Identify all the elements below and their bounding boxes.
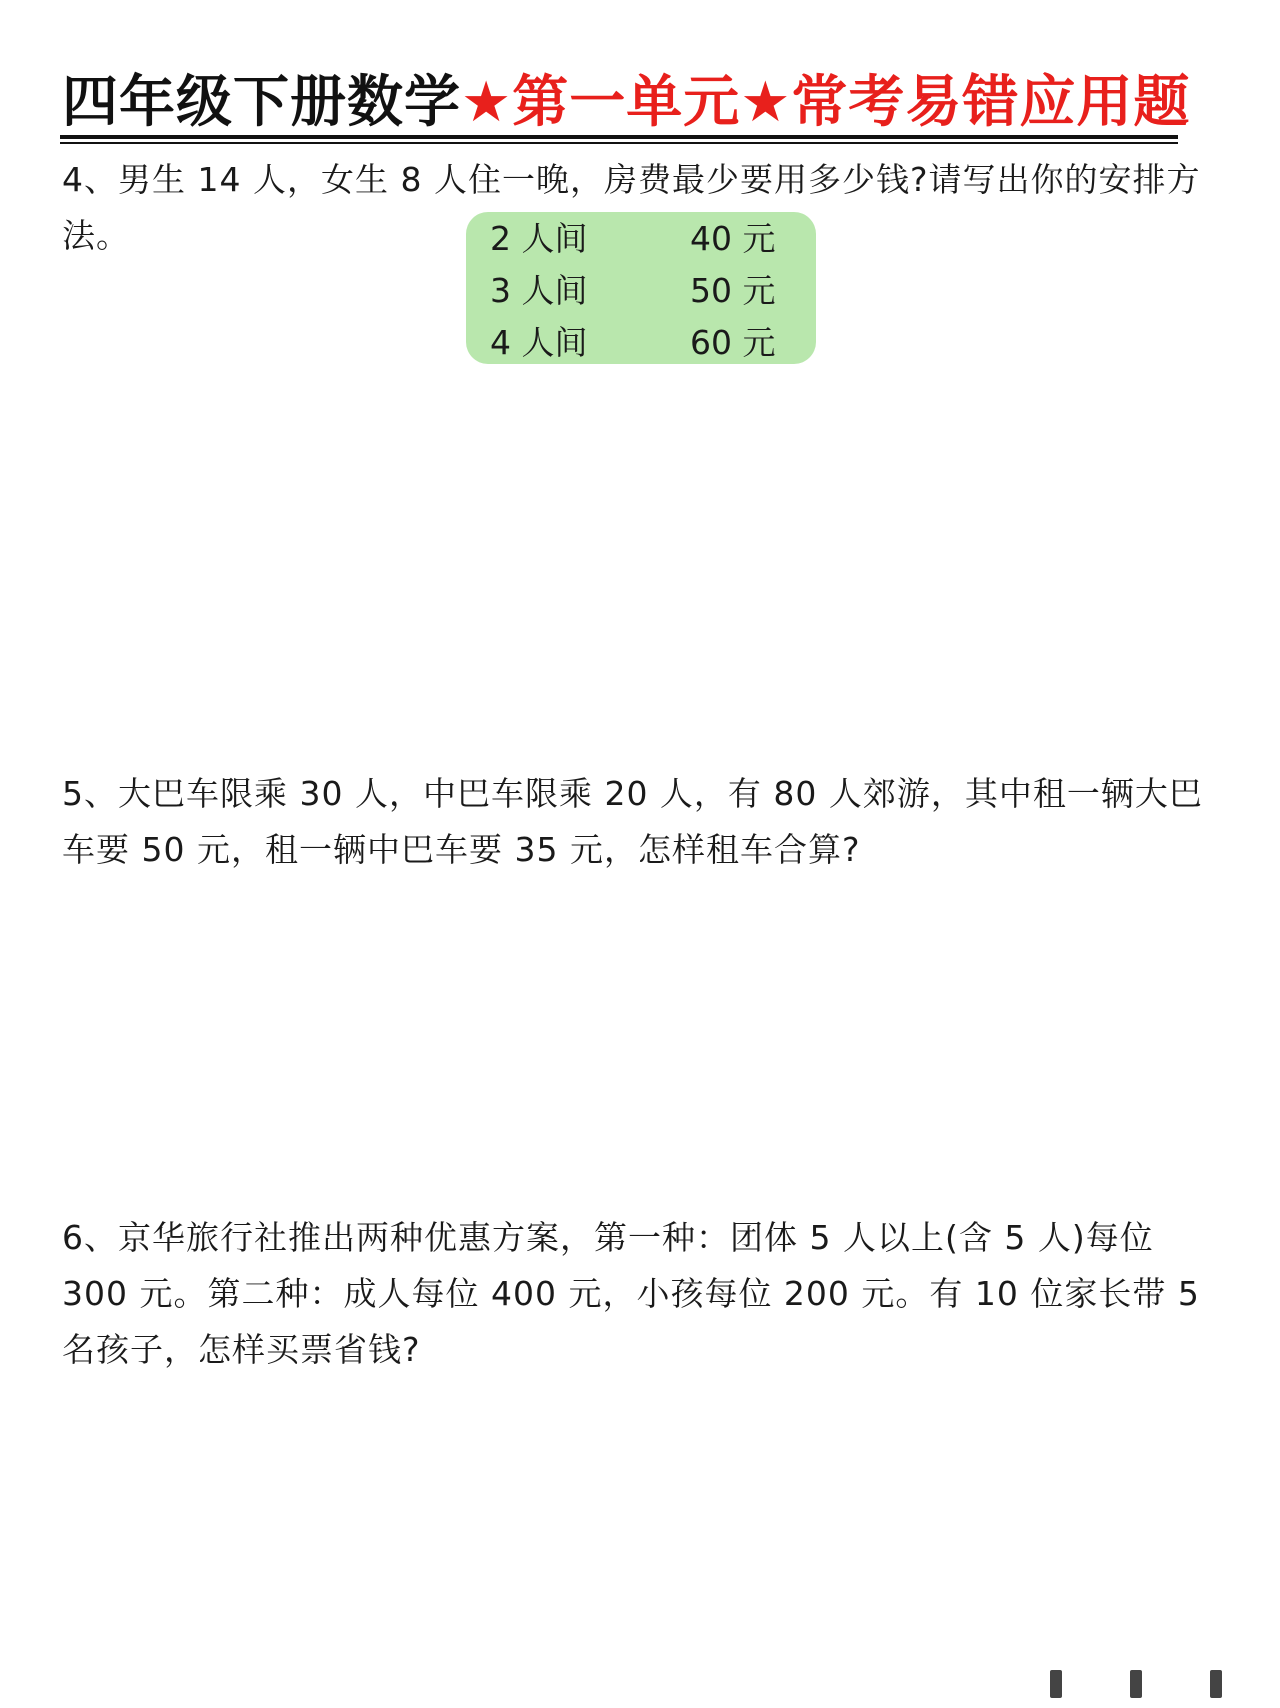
room-type: 3 人间: [490, 271, 588, 310]
title-underline-thin: [60, 142, 1178, 144]
title-underline: [60, 135, 1178, 139]
title-prefix: 四年级下册数学: [62, 70, 461, 135]
price-row: [466, 264, 816, 318]
room-type: 2 人间: [490, 219, 588, 258]
title-highlight: ★第一单元★常考易错应用题: [461, 70, 1191, 135]
question-6: 6、京华旅行社推出两种优惠方案，第一种：团体 5 人以上(含 5 人)每位 300 元。第二种：成人每位 400 元，小孩每位 200 元。有 10 位家长带 5 名孩子，怎样买票省钱?: [62, 1218, 1200, 1369]
room-price-table: [466, 212, 816, 364]
room-price: 60 元: [690, 323, 776, 362]
question-4: 4、男生 14 人，女生 8 人住一晚，房费最少要用多少钱?请写出你的安排方法。: [62, 160, 1201, 255]
price-row: [466, 316, 816, 370]
room-price: 50 元: [690, 271, 776, 310]
price-row: [466, 212, 816, 266]
room-type: 4 人间: [490, 323, 588, 362]
page-indicator-icon: [1040, 1670, 1240, 1700]
page-title: [62, 68, 1190, 138]
room-price: 40 元: [690, 219, 776, 258]
question-5: 5、大巴车限乘 30 人，中巴车限乘 20 人，有 80 人郊游，其中租一辆大巴车要 50 元，租一辆中巴车要 35 元，怎样租车合算?: [62, 774, 1203, 869]
